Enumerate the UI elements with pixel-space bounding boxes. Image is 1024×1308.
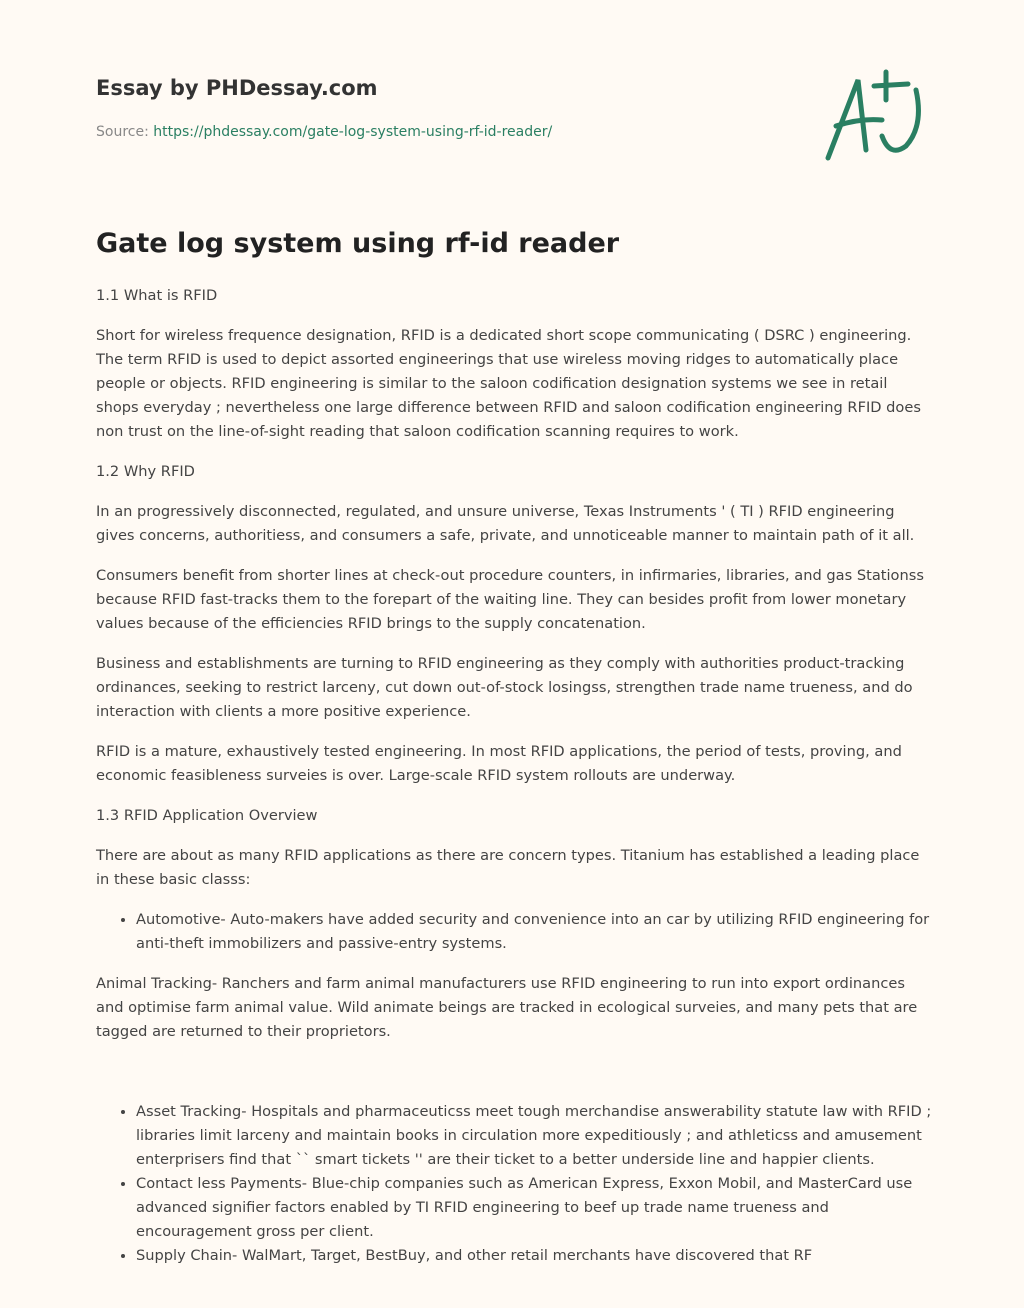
section-heading: 1.3 RFID Application Overview (96, 807, 318, 824)
list-item: • Supply Chain- WalMart, Target, BestBuy, and other retail merchants have discovered that RF (136, 1244, 932, 1268)
source-link[interactable]: https://phdessay.com/gate-log-system-using-rf-id-reader/ (153, 124, 553, 140)
essay-content (96, 226, 932, 1284)
paragraph: In an progressively disconnected, regulated, and unsure universe, Texas Instruments ' ( TI ) RFID engineering gives concerns, authoritiess, and consumers a safe, private, and unnoticeable manner to maintain path of it all. (96, 503, 915, 544)
paragraph: Short for wireless frequence designation, RFID is a dedicated short scope communicating ( DSRC ) engineering. The term RFID is used to depict assorted engineerings that use wireless moving ridges to automatically place people or objects. RFID engineering is similar to the saloon codification designation systems we see in retail shops everyday ; nevertheless one large difference between RFID and saloon codification engineering RFID does non trust on the line-of-sight reading that saloon codification scanning requires to work. (96, 327, 921, 440)
list-item: • Contact less Payments- Blue-chip companies such as American Express, Exxon Mobil, and MasterCard use advanced signifier factors enabled by TI RFID engineering to beef up trade name trueness and encouragement gross per client. (136, 1172, 932, 1244)
section-heading: 1.1 What is RFID (96, 287, 218, 304)
paragraph: Business and establishments are turning to RFID engineering as they comply with authorities product-tracking ordinances, seeking to restrict larceny, cut down out-of-stock losingss, strengthen trade name trueness, and do interaction with clients a more positive experience. (96, 655, 913, 720)
source-line (96, 124, 552, 140)
paragraph: Animal Tracking- Ranchers and farm animal manufacturers use RFID engineering to run into export ordinances and optimise farm animal value. Wild animate beings are tracked in ecological surveies, and many pets that are tagged are returned to their proprietors. (96, 975, 918, 1040)
application-list (96, 908, 932, 956)
paragraph: Consumers benefit from shorter lines at check-out procedure counters, in infirmaries, libraries, and gas Stationss because RFID fast-tracks them to the forepart of the waiting line. They can besides profit from lower monetary values because of the efficiencies RFID brings to the supply concatenation. (96, 567, 924, 632)
site-brand: Essay by PHDessay.com (96, 76, 378, 100)
a-plus-logo-icon (820, 66, 930, 166)
paragraph: There are about as many RFID applications as there are concern types. Titanium has established a leading place in these basic classs: (96, 847, 920, 888)
essay-title: Gate log system using rf-id reader (96, 228, 620, 259)
list-item: • Asset Tracking- Hospitals and pharmaceuticss meet tough merchandise answerability statute law with RFID ; libraries limit larceny and maintain books in circulation more expeditiously ; and athleticss and amusement enterprisers find that `` smart tickets '' are their ticket to a better underside line and happier clients. (136, 1100, 932, 1172)
list-item: • Automotive- Auto-makers have added security and convenience into an car by utilizing RFID engineering for anti-theft immobilizers and passive-entry systems. (136, 908, 932, 956)
paragraph: RFID is a mature, exhaustively tested engineering. In most RFID applications, the period of tests, proving, and economic feasibleness surveies is over. Large-scale RFID system rollouts are underway. (96, 743, 902, 784)
spacer (96, 1060, 932, 1100)
application-list (96, 1100, 932, 1268)
source-label: Source: (96, 124, 154, 140)
section-heading: 1.2 Why RFID (96, 463, 195, 480)
